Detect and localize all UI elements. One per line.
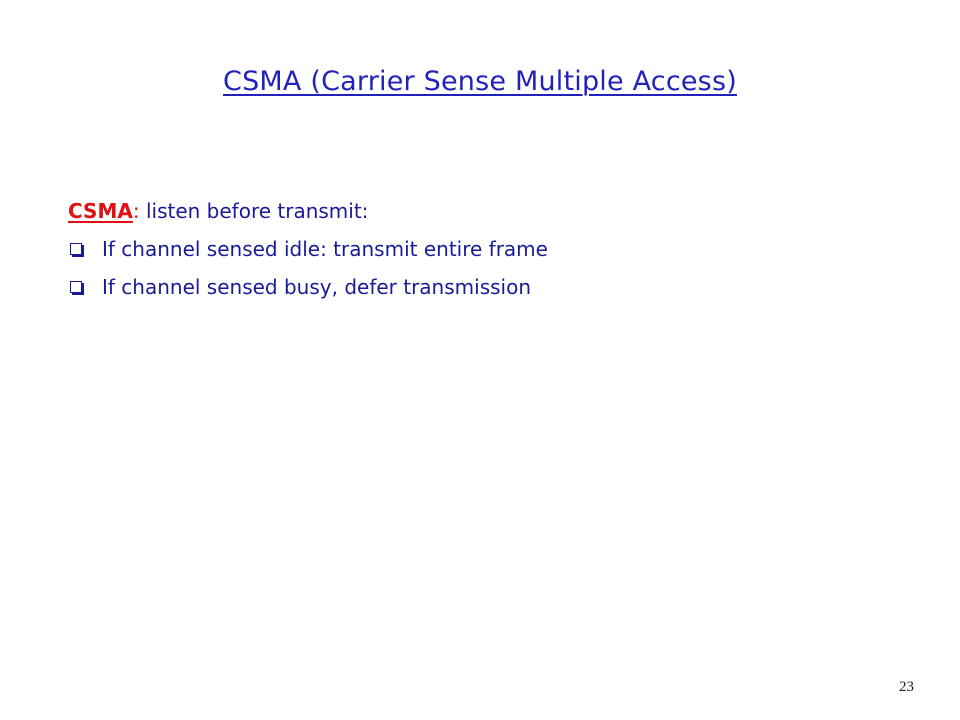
hollow-square-bullet-icon	[70, 243, 82, 255]
intro-text: listen before transmit:	[139, 199, 369, 223]
term-colon: :	[132, 199, 140, 223]
bullet-list	[68, 230, 920, 306]
bullet-item	[68, 268, 920, 306]
page-number: 23	[899, 679, 914, 695]
csma-term: CSMA	[68, 199, 133, 223]
slide-title: CSMA (Carrier Sense Multiple Access)	[223, 66, 737, 97]
intro-line	[68, 192, 920, 230]
slide-body	[68, 192, 920, 306]
hollow-square-bullet-icon	[70, 281, 82, 293]
bullet-item	[68, 230, 920, 268]
bullet-text: If channel sensed idle: transmit entire frame	[102, 237, 548, 261]
bullet-text: If channel sensed busy, defer transmission	[102, 275, 532, 299]
